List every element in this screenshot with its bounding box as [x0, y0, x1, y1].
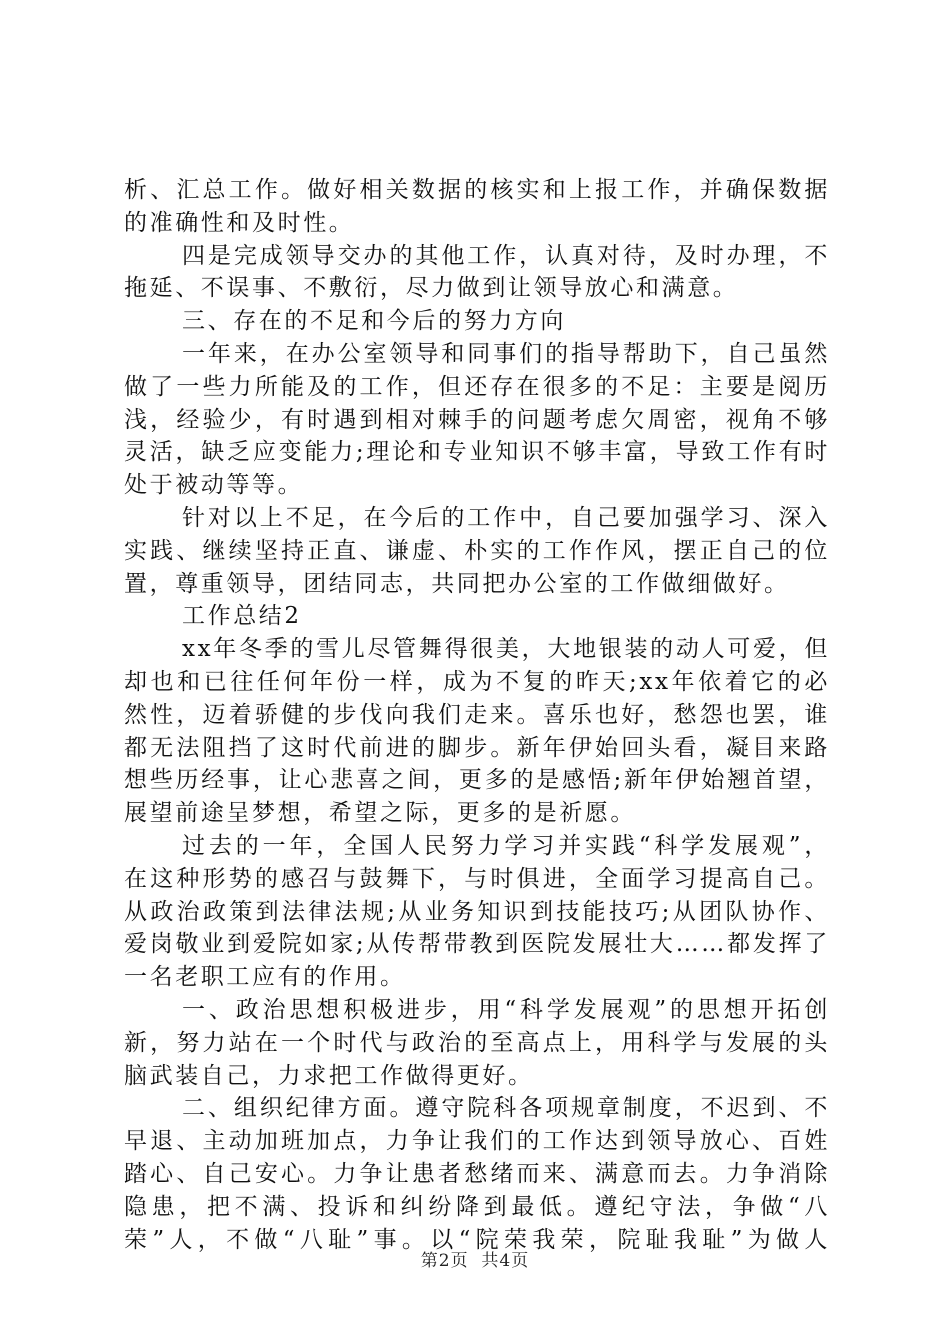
text-line: 一名老职工应有的作用。 [124, 964, 406, 991]
text-line: 析、汇总工作。做好相关数据的核实和上报工作，并确保数据 [124, 177, 830, 203]
text-line: 隐患，把不满、投诉和纠纷降到最低。遵纪守法，争做“八 [124, 1193, 830, 1220]
text-line: 的准确性和及时性。 [124, 209, 355, 236]
text-line: 置，尊重领导，团结同志，共同把办公室的工作做细做好。 [124, 570, 790, 597]
text-line: 三、存在的不足和今后的努力方向 [182, 308, 566, 335]
text-line: 过去的一年，全国人民努力学习并实践“科学发展观”， [182, 832, 830, 859]
text-line: 荣”人，不做“八耻”事。以“院荣我荣，院耻我耻”为做人 [124, 1226, 830, 1253]
text-line: 却也和已往任何年份一样，成为不复的昨天;xx年依着它的必 [124, 668, 830, 695]
text-line: 处于被动等等。 [124, 472, 304, 499]
text-line: 实践、继续坚持正直、谦虚、朴实的工作作风，摆正自己的位 [124, 537, 830, 564]
document-body [124, 174, 830, 1256]
text-line: 做了一些力所能及的工作，但还存在很多的不足：主要是阅历 [124, 373, 830, 400]
text-line: 针对以上不足，在今后的工作中，自己要加强学习、深入 [182, 504, 830, 531]
text-line: 展望前途呈梦想，希望之际，更多的是祈愿。 [124, 800, 636, 827]
text-line: 早退、主动加班加点，力争让我们的工作达到领导放心、百姓 [124, 1128, 830, 1155]
text-line: 从政治政策到法律法规;从业务知识到技能技巧;从团队协作、 [124, 898, 830, 925]
text-line: 一、政治思想积极进步，用“科学发展观”的思想开拓创 [182, 996, 830, 1023]
text-line: 都无法阻挡了这时代前进的脚步。新年伊始回头看，凝目来路 [124, 734, 830, 761]
text-line: 踏心、自己安心。力争让患者愁绪而来、满意而去。力争消除 [124, 1160, 830, 1187]
text-line: 灵活，缺乏应变能力;理论和专业知识不够丰富，导致工作有时 [124, 439, 830, 466]
text-line: 一年来，在办公室领导和同事们的指导帮助下，自己虽然 [182, 340, 830, 367]
text-line: 爱岗敬业到爱院如家;从传帮带教到医院发展壮大……都发挥了 [124, 931, 830, 958]
text-line: 四是完成领导交办的其他工作，认真对待，及时办理，不 [182, 242, 830, 269]
text-line: 二、组织纪律方面。遵守院科各项规章制度，不迟到、不 [182, 1095, 830, 1122]
text-line: 工作总结2 [182, 603, 302, 630]
text-line: 新，努力站在一个时代与政治的至高点上，用科学与发展的头 [124, 1029, 830, 1056]
text-line: 浅，经验少，有时遇到相对棘手的问题考虑欠周密，视角不够 [124, 406, 830, 433]
text-line: xx年冬季的雪儿尽管舞得很美，大地银装的动人可爱，但 [182, 636, 830, 663]
text-line: 在这种形势的感召与鼓舞下，与时俱进，全面学习提高自己。 [124, 865, 830, 892]
text-line: 脑武装自己，力求把工作做得更好。 [124, 1062, 534, 1089]
text-line: 拖延、不误事、不敷衍，尽力做到让领导放心和满意。 [124, 275, 739, 302]
text-line: 然性，迈着骄健的步伐向我们走来。喜乐也好，愁怨也罢，谁 [124, 701, 830, 728]
text-line: 想些历经事，让心悲喜之间，更多的是感悟;新年伊始翘首望， [124, 767, 830, 794]
page-footer: 第2页 共4页 [420, 1251, 530, 1271]
